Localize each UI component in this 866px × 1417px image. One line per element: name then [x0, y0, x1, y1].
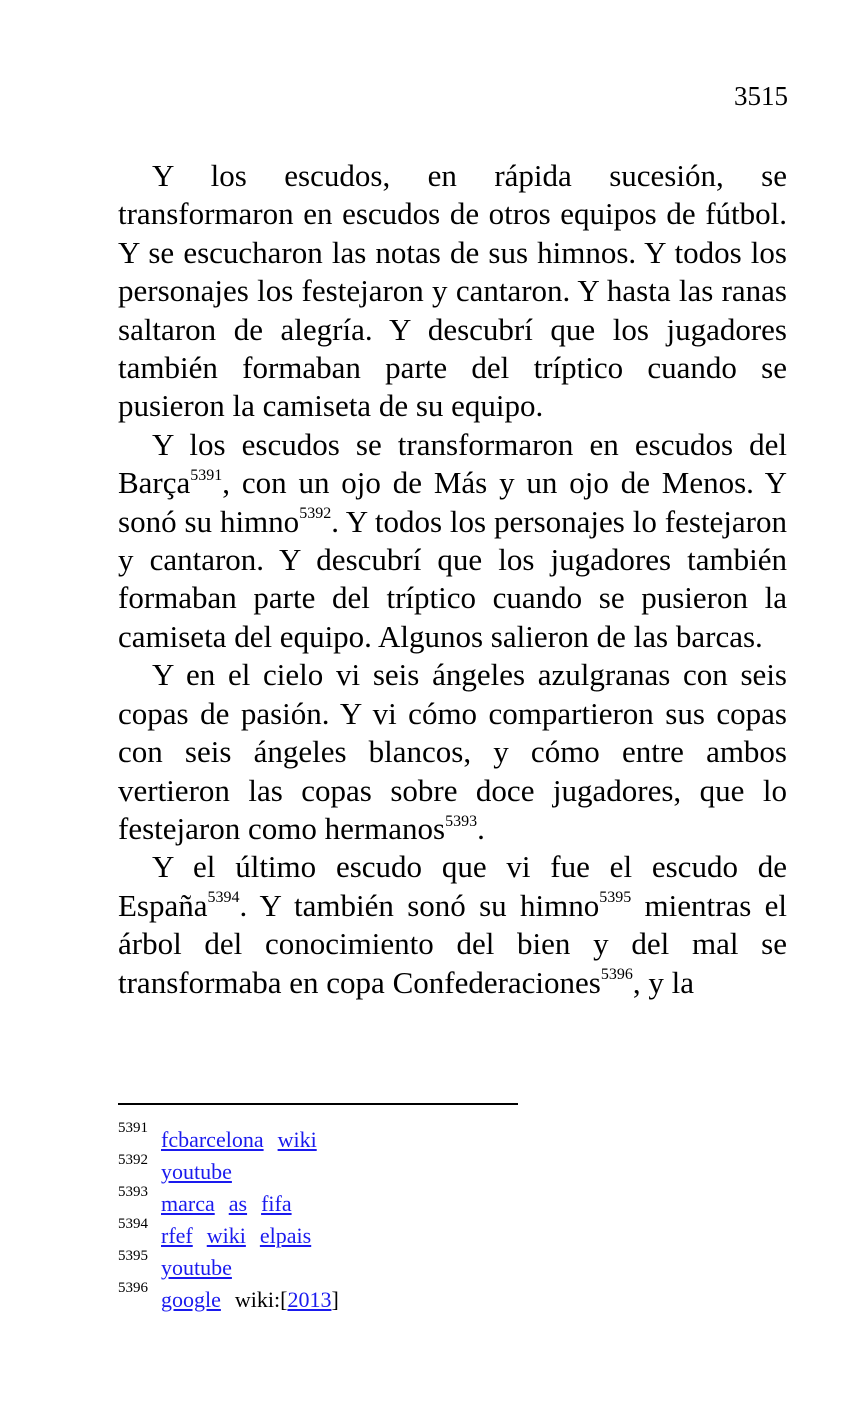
paragraph-text: Y el último escudo que vi fue el escudo de España: [118, 849, 787, 923]
footnote-reference: 5391: [190, 466, 223, 484]
paragraph-text: . Y también sonó su himno: [239, 887, 600, 923]
paragraph-text: mientras el árbol del conocimiento del bien y del mal se transformaba en copa Confederaciones: [118, 887, 787, 1000]
paragraph-text: .: [477, 810, 485, 846]
footnote-reference: 5392: [299, 505, 332, 523]
footnote-number: 5391: [118, 1120, 148, 1136]
footnote-wiki-ref: [235, 1287, 339, 1312]
footnote-item: [118, 1120, 718, 1152]
footnote-link[interactable]: google: [161, 1287, 221, 1312]
paragraph-text: , y la: [632, 964, 694, 1000]
paragraph: [118, 656, 787, 848]
footnote-link[interactable]: fifa: [261, 1191, 292, 1216]
footnote-reference: 5395: [599, 889, 632, 907]
footnote-item: [118, 1280, 718, 1312]
paragraph-text: Y en el cielo vi seis ángeles azulgranas con seis copas de pasión. Y vi cómo compartieron sus copas con seis ángeles blancos, y cómo entre ambos vertieron las copas sobre doce jugadores, que lo festejaron como hermanos: [118, 657, 787, 846]
footnote-reference: 5394: [207, 889, 240, 907]
footnote-link[interactable]: rfef: [161, 1223, 193, 1248]
body-text: [118, 157, 787, 1002]
footnote-link[interactable]: as: [228, 1191, 248, 1216]
paragraph: [118, 426, 787, 656]
footnote-link[interactable]: wiki: [277, 1127, 317, 1152]
footnote-item: [118, 1184, 718, 1216]
footnote-link[interactable]: fcbarcelona: [161, 1127, 264, 1152]
footnote-link[interactable]: wiki: [206, 1223, 246, 1248]
paragraph-text: Y los escudos, en rápida sucesión, se transformaron en escudos de otros equipos de fútbol. Y se escucharon las notas de sus himnos. Y todos los personajes los festejaron y cantaron. Y hasta las ranas saltaron de alegría. Y descubrí que los jugadores también formaban parte del tríptico cuando se pusieron la camiseta de su equipo.: [118, 158, 787, 424]
footnotes: [118, 1120, 718, 1312]
footnote-number: 5395: [118, 1248, 148, 1264]
footnote-link[interactable]: youtube: [161, 1159, 232, 1184]
paragraph-text: . Y todos los personajes lo festejaron y cantaron. Y descubrí que los jugadores también formaban parte del tríptico cuando se pusieron la camiseta del equipo. Algunos salieron de las barcas.: [118, 503, 788, 654]
footnote-number: 5394: [118, 1216, 148, 1232]
paragraph: [118, 157, 787, 426]
footnote-link[interactable]: youtube: [161, 1255, 232, 1280]
footnote-link[interactable]: elpais: [259, 1223, 312, 1248]
footnote-divider: [118, 1103, 518, 1105]
footnote-wiki-suffix: ]: [331, 1287, 339, 1312]
footnote-number: 5392: [118, 1152, 148, 1168]
footnote-link[interactable]: marca: [161, 1191, 215, 1216]
paragraph: [118, 848, 787, 1002]
footnote-link[interactable]: 2013: [287, 1287, 332, 1312]
footnote-wiki-prefix: wiki:[: [234, 1287, 288, 1312]
footnote-number: 5396: [118, 1280, 148, 1296]
footnote-number: 5393: [118, 1184, 148, 1200]
footnote-item: [118, 1248, 718, 1280]
footnote-reference: 5396: [600, 966, 633, 984]
footnote-item: [118, 1216, 718, 1248]
page-number: 3515: [734, 81, 788, 111]
footnote-reference: 5393: [445, 812, 478, 830]
footnote-item: [118, 1152, 718, 1184]
paragraph-text: Y los escudos se transformaron en escudos del Barça: [118, 426, 787, 501]
paragraph-text: , con un ojo de Más y un ojo de Menos. Y sonó su himno: [118, 465, 787, 539]
footnote-links: [161, 1284, 339, 1316]
